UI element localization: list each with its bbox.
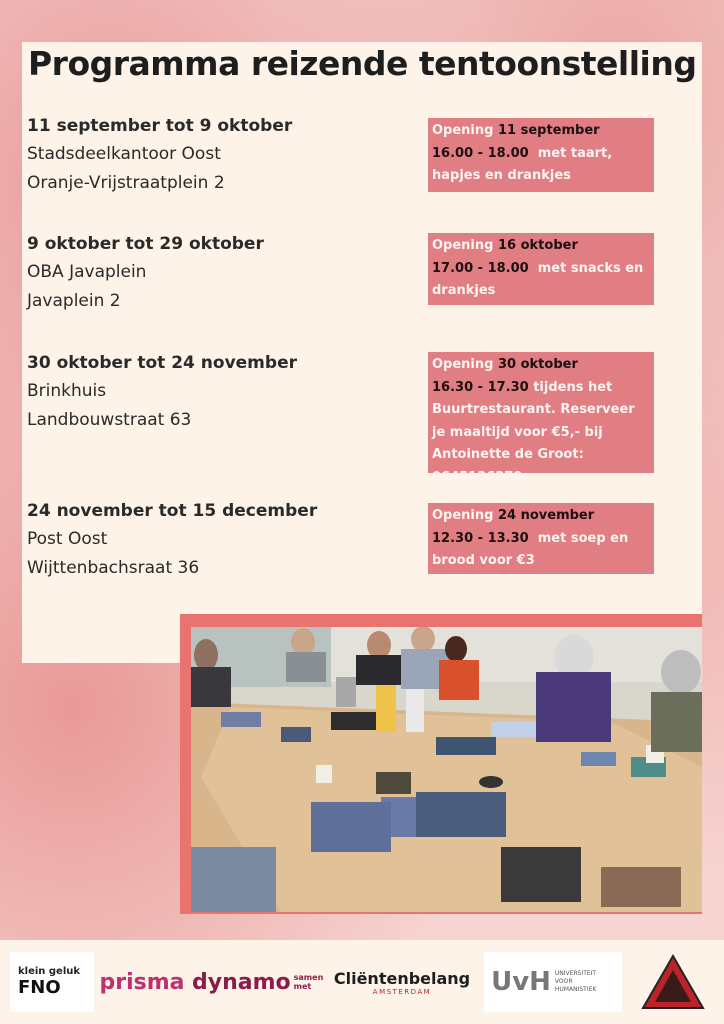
event-address: Wijttenbachsraat 36 [27, 558, 200, 578]
prisma-logo [100, 952, 184, 1012]
opening-label: Opening [432, 357, 494, 372]
group-photo-illustration [191, 627, 702, 912]
dynamo-logo [192, 952, 328, 1012]
event-address: Landbouwstraat 63 [27, 410, 192, 430]
clientenbelang-subtext: AMSTERDAM [372, 987, 432, 996]
fno-logo [10, 952, 94, 1012]
triangle-emblem-icon [641, 954, 705, 1010]
opening-box-3 [428, 352, 654, 485]
dynamo-tagline: samen met [293, 973, 324, 991]
opening-text: met taart, hapjes en drankjes [432, 145, 613, 183]
clientenbelang-logo [334, 952, 470, 1012]
event-place: Brinkhuis [27, 381, 107, 401]
page-title: Programma reizende tentoonstelling [28, 44, 697, 83]
opening-time: 17.00 - 18.00 [432, 260, 529, 276]
event-4 [27, 501, 407, 583]
opening-date: 11 september [497, 123, 600, 138]
opening-text: met snacks en drankjes [432, 260, 644, 298]
opening-date: 30 oktober [497, 357, 578, 372]
group-photo [191, 627, 702, 912]
opening-box-2 [428, 233, 654, 305]
event-dates: 11 september tot 9 oktober [27, 116, 293, 136]
event-place: OBA Javaplein [27, 262, 147, 282]
dynamo-logo-text: dynamo [192, 969, 291, 995]
event-dates: 30 oktober tot 24 november [27, 353, 297, 373]
triangle-emblem-logo [630, 952, 716, 1012]
opening-text: tijdens het Buurtrestaurant. Reserveer je maaltijd voor €5,- bij Antoinette de Groot: 0645136279 [432, 379, 635, 485]
event-address: Oranje-Vrijstraatplein 2 [27, 173, 225, 193]
opening-time: 16.30 - 17.30 [432, 379, 529, 395]
uvh-logo-subtext: UNIVERSITEIT VOOR HUMANISTIEK [554, 970, 597, 993]
event-place: Stadsdeelkantoor Oost [27, 144, 221, 164]
event-address: Javaplein 2 [27, 291, 121, 311]
opening-label: Opening [432, 238, 494, 253]
opening-time: 12.30 - 13.30 [432, 530, 529, 546]
prisma-logo-text: prisma [99, 969, 185, 995]
opening-text: met soep en brood voor €3 [432, 530, 629, 568]
opening-date: 24 november [497, 508, 595, 523]
opening-label: Opening [432, 123, 494, 138]
clientenbelang-text: Cliëntenbelang [333, 968, 471, 988]
opening-box-1 [428, 118, 654, 192]
fno-logo-big-text: FNO [18, 977, 61, 998]
event-dates: 24 november tot 15 december [27, 501, 318, 521]
opening-time: 16.00 - 18.00 [432, 145, 529, 161]
opening-date: 16 oktober [497, 238, 578, 253]
event-dates: 9 oktober tot 29 oktober [27, 234, 264, 254]
fno-logo-small-text: klein geluk [18, 966, 81, 977]
uvh-logo-text: UvH [491, 967, 551, 997]
event-1 [27, 116, 407, 198]
uvh-logo [484, 952, 622, 1012]
opening-box-4 [428, 503, 654, 574]
event-place: Post Oost [27, 529, 108, 549]
opening-label: Opening [432, 508, 494, 523]
event-3 [27, 353, 407, 435]
event-2 [27, 234, 407, 316]
